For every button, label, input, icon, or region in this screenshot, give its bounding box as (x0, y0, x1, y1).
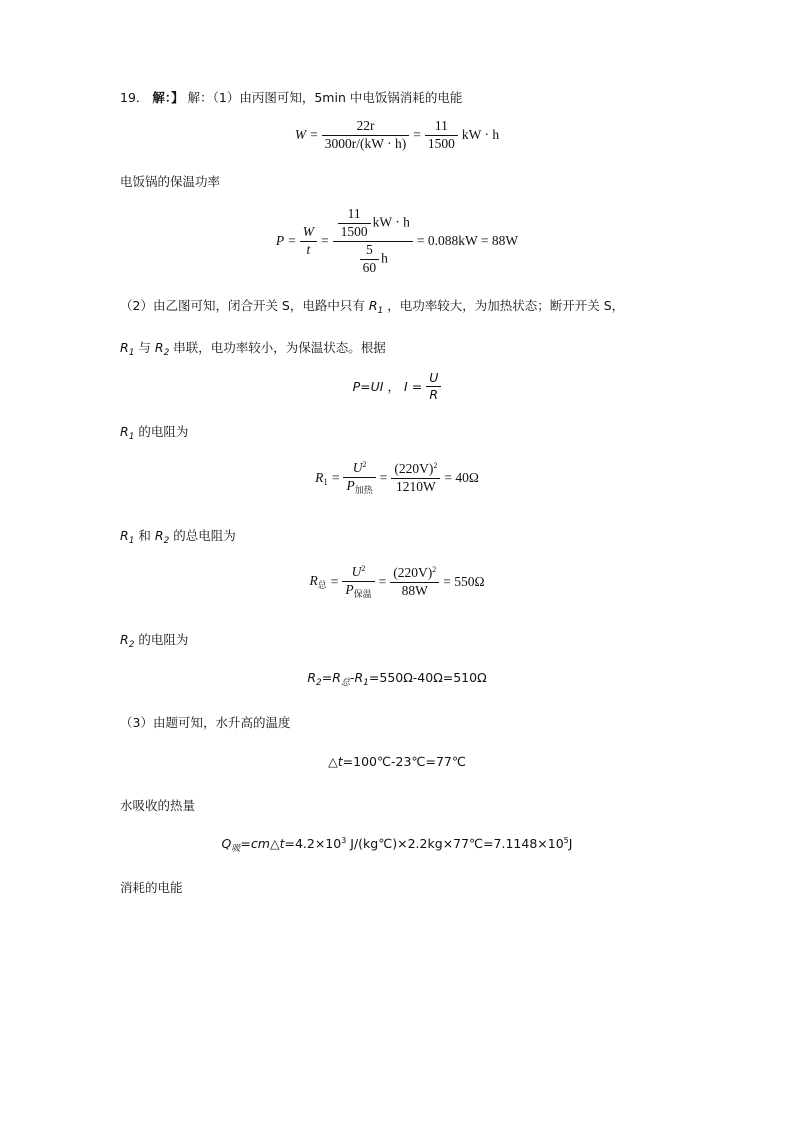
subscript: 1 (323, 476, 328, 487)
equation-power (0, 206, 794, 277)
equation-delta-t (0, 754, 794, 769)
result: = 40Ω (444, 470, 479, 486)
symbol-r: R (307, 670, 317, 685)
fraction-values (391, 461, 440, 496)
compound-denominator (333, 242, 413, 277)
paragraph-r2 (120, 630, 188, 650)
paragraph-energy-consumed: 消耗的电能 (120, 880, 183, 895)
unit: h (381, 250, 388, 266)
question-number: 19． (120, 90, 149, 105)
numerator: (220V) (393, 564, 433, 580)
minus: - (349, 670, 355, 685)
symbol-cm: cm (250, 836, 270, 851)
compound-numerator (333, 206, 413, 242)
fraction-revolutions (322, 118, 409, 153)
subscript: 总 (340, 678, 350, 688)
symbol-r: R (315, 469, 324, 485)
numerator: 11 (338, 206, 371, 224)
equals: = (240, 836, 251, 851)
denominator: 88W (401, 582, 428, 598)
symbol-r: R (332, 670, 341, 685)
subscript: 吸 (231, 844, 241, 854)
paragraph-series (120, 338, 386, 358)
numerator: U (351, 564, 362, 579)
paragraph-part3: （3）由题可知，水升高的温度 (120, 715, 291, 730)
unit: kW · h (461, 127, 500, 143)
equals: = (411, 378, 423, 394)
equals: = (310, 127, 318, 143)
subscript: 2 (128, 640, 135, 650)
superscript: 2 (362, 460, 367, 469)
subscript: 2 (163, 536, 170, 546)
equation-energy (0, 118, 794, 153)
text: 与 (134, 340, 155, 355)
numerator: 11 (425, 118, 458, 136)
symbol-t: t (337, 754, 343, 769)
symbol-r: R (354, 670, 364, 685)
separator: ， (387, 379, 401, 395)
equals: = (413, 127, 421, 143)
paragraph-keep-warm-power: 电饭锅的保温功率 (120, 174, 221, 189)
superscript: 2 (432, 564, 437, 574)
fraction-u2-over-p (342, 564, 374, 600)
result: =550Ω-40Ω=510Ω (368, 670, 487, 685)
equals: = (331, 470, 340, 486)
subscript: 总 (317, 580, 327, 591)
subscript: 1 (128, 536, 135, 546)
text: 的电阻为 (134, 632, 189, 647)
unit: J (568, 836, 573, 851)
unit: kW · h (372, 214, 410, 230)
text: 串联，电功率较小，为保温状态。根据 (169, 340, 386, 355)
symbol-r: R (368, 298, 378, 313)
fraction-result (425, 118, 458, 153)
equals: = (321, 233, 329, 249)
symbol-i: I (404, 378, 408, 394)
equation-heat (0, 836, 794, 854)
delta-symbol: △ (269, 836, 280, 851)
result: = 550Ω (443, 574, 485, 590)
subscript: 保温 (353, 588, 372, 599)
equation-r2 (0, 670, 794, 688)
numerator: U (352, 460, 363, 475)
denominator: R (429, 386, 439, 402)
symbol-r: R (120, 528, 129, 543)
superscript: 5 (563, 836, 569, 845)
equals: = (321, 670, 333, 685)
symbol-r: R (154, 340, 164, 355)
text: 的总电阻为 (169, 528, 236, 543)
denominator: 60 (362, 259, 377, 275)
value: =4.2×10 (284, 836, 342, 851)
value: J/(kg℃)×2.2kg×77℃=7.1148×10 (346, 836, 564, 851)
fraction-u2-over-p (343, 460, 375, 496)
symbol-r: R (120, 632, 129, 647)
subscript: 1 (128, 432, 135, 442)
subscript: 1 (377, 306, 384, 316)
result: = 0.088kW = 88W (416, 233, 519, 249)
subscript: 1 (128, 348, 135, 358)
symbol-r: R (154, 528, 164, 543)
denominator: P (345, 581, 354, 597)
fraction-energy (338, 206, 371, 241)
symbol-q: Q (221, 836, 232, 851)
subscript: 1 (363, 678, 369, 688)
result: =100℃-23℃=77℃ (342, 754, 466, 769)
equals: = (288, 233, 296, 249)
fraction-u-over-r (426, 370, 441, 402)
equals: = (330, 574, 339, 590)
paragraph-r1 (120, 422, 188, 442)
text: 和 (134, 528, 155, 543)
superscript: 3 (341, 836, 347, 845)
superscript: 2 (361, 564, 366, 573)
numerator: 22r (322, 118, 409, 136)
paragraph-total-resistance (120, 526, 236, 546)
compound-fraction (333, 206, 413, 277)
denominator: t (306, 241, 311, 257)
answer-label: 解：】 (152, 90, 184, 105)
denominator: 1500 (427, 135, 455, 151)
fraction-w-over-t (300, 224, 317, 259)
text: ，电功率较大，为加热状态；断开开关 S， (387, 298, 625, 313)
symbol-r: R (120, 340, 129, 355)
symbol-t: t (279, 836, 285, 851)
symbol-r: R (120, 424, 129, 439)
text: 的电阻为 (134, 424, 189, 439)
answer-header (120, 88, 462, 106)
symbol-r: R (309, 573, 318, 589)
denominator: P (346, 477, 355, 493)
numerator: 5 (360, 242, 380, 260)
symbol-w: W (294, 127, 307, 143)
numerator: U (426, 370, 441, 387)
superscript: 2 (433, 460, 438, 470)
formula-power: P=UI (352, 378, 384, 394)
symbol-p: P (275, 233, 285, 249)
delta-symbol: △ (328, 754, 338, 769)
fraction-values (390, 565, 439, 600)
equation-formulas (0, 370, 794, 402)
equation-r1 (0, 460, 794, 496)
part1-intro: 解：（1）由丙图可知，5min 中电饭锅消耗的电能 (187, 90, 463, 105)
paragraph-heat-absorbed: 水吸收的热量 (120, 798, 196, 813)
denominator: 1210W (395, 478, 436, 494)
paragraph-part2 (120, 296, 624, 316)
subscript: 2 (316, 678, 322, 688)
subscript: 加热 (354, 484, 373, 495)
numerator: W (300, 224, 317, 242)
fraction-time (360, 242, 380, 277)
equals: = (378, 574, 387, 590)
numerator: (220V) (394, 460, 434, 476)
text: （2）由乙图可知，闭合开关 S，电路中只有 (120, 298, 365, 313)
equation-r-total (0, 564, 794, 600)
subscript: 2 (163, 348, 170, 358)
equals: = (379, 470, 388, 486)
denominator: 3000r/(kW · h) (324, 135, 407, 151)
denominator: 1500 (340, 223, 368, 239)
